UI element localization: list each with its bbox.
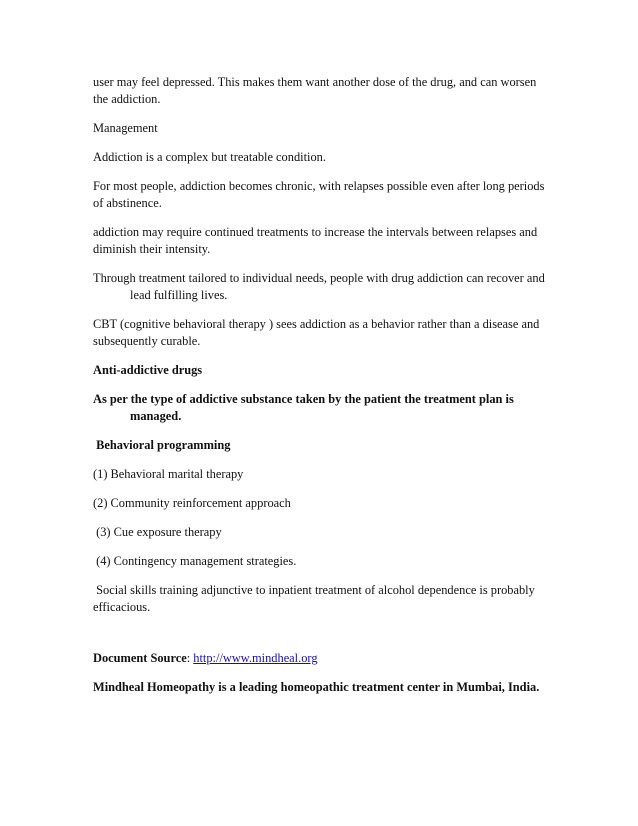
list-item-cue-exposure: (3) Cue exposure therapy: [93, 525, 222, 539]
heading-behavioral-programming: Behavioral programming: [93, 438, 231, 452]
document-source-link[interactable]: http://www.mindheal.org: [193, 651, 318, 665]
document-source-line: [93, 650, 553, 667]
paragraph-chronic: For most people, addiction becomes chronic, with relapses possible even after long periods of abstinence.: [93, 179, 545, 210]
list-item-contingency-management: (4) Contingency management strategies.: [93, 554, 297, 568]
list-item-community-reinforcement: (2) Community reinforcement approach: [93, 496, 291, 510]
document-source-separator: :: [186, 651, 194, 665]
paragraph-continued-treatment: addiction may require continued treatments to increase the intervals between relapses and diminish their intensity.: [93, 225, 538, 256]
paragraph-social-skills: Social skills training adjunctive to inpatient treatment of alcohol dependence is probably efficacious.: [93, 583, 538, 614]
document-source-label: Document Source: [93, 651, 187, 665]
paragraph-treatment-plan: As per the type of addictive substance taken by the patient the treatment plan is managed.: [93, 392, 514, 423]
list-item-marital-therapy: (1) Behavioral marital therapy: [93, 467, 244, 481]
paragraph-tailored-treatment: Through treatment tailored to individual needs, people with drug addiction can recover and lead fulfilling lives.: [93, 271, 545, 302]
spacer: [93, 628, 553, 650]
document-body: [93, 74, 553, 708]
heading-anti-addictive-drugs: Anti-addictive drugs: [93, 363, 203, 377]
paragraph-cbt: CBT (cognitive behavioral therapy ) sees addiction as a behavior rather than a disease and subsequently curable.: [93, 317, 540, 348]
paragraph-depression: user may feel depressed. This makes them want another dose of the drug, and can worsen the addiction.: [93, 75, 537, 106]
section-heading-management: Management: [93, 121, 158, 135]
footer-statement: Mindheal Homeopathy is a leading homeopathic treatment center in Mumbai, India.: [93, 680, 540, 694]
paragraph-treatable: Addiction is a complex but treatable condition.: [93, 150, 326, 164]
